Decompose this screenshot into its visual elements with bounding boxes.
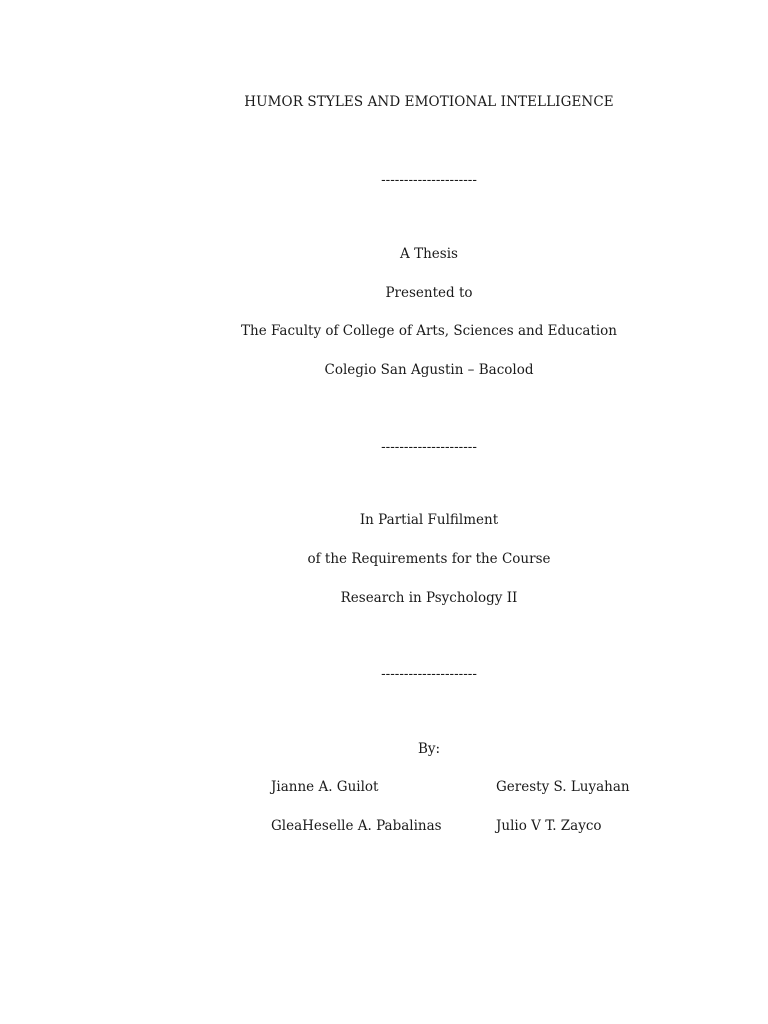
- author-name: Geresty S. Luyahan: [496, 779, 630, 795]
- presented-to: Presented to: [385, 285, 473, 301]
- course-name: Research in Psychology II: [340, 590, 518, 606]
- thesis-label: A Thesis: [400, 246, 458, 262]
- separator-2: ---------------------: [381, 439, 477, 455]
- by-label: By:: [417, 741, 441, 757]
- author-name: GleaHeselle A. Pabalinas: [271, 818, 442, 834]
- thesis-title: HUMOR STYLES AND EMOTIONAL INTELLIGENCE: [244, 94, 614, 110]
- faculty-name: The Faculty of College of Arts, Sciences and Education: [241, 323, 617, 339]
- author-name: Julio V T. Zayco: [496, 818, 602, 834]
- author-name: Jianne A. Guilot: [271, 779, 379, 795]
- institution-name: Colegio San Agustin – Bacolod: [324, 362, 534, 378]
- separator-3: ---------------------: [381, 666, 477, 682]
- separator-1: ---------------------: [381, 172, 477, 188]
- partial-fulfilment: In Partial Fulfilment: [359, 512, 499, 528]
- requirements-line: of the Requirements for the Course: [307, 551, 551, 567]
